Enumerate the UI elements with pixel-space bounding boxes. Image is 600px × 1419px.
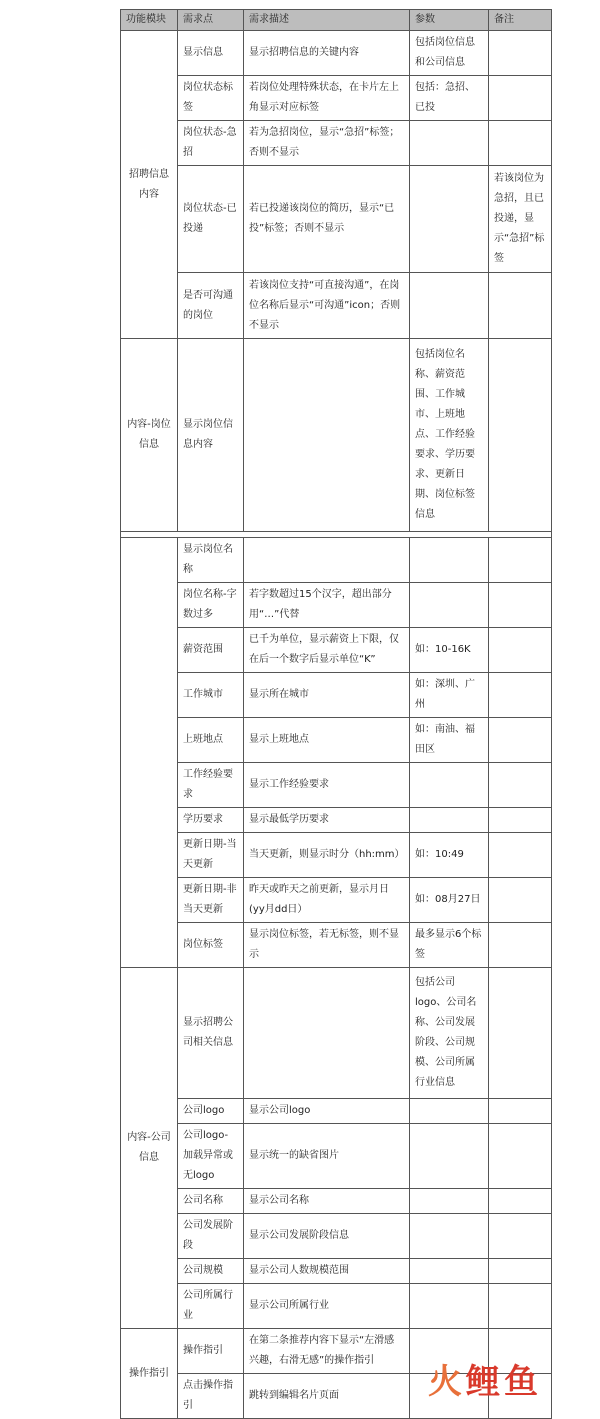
param-cell — [410, 273, 489, 339]
desc-cell: 显示岗位标签，若无标签，则不显示 — [244, 923, 410, 968]
param-cell — [410, 583, 489, 628]
note-cell — [489, 339, 552, 532]
note-cell — [489, 1259, 552, 1284]
desc-cell: 显示统一的缺省图片 — [244, 1124, 410, 1189]
desc-cell: 显示上班地点 — [244, 718, 410, 763]
point-cell: 更新日期-当天更新 — [178, 833, 244, 878]
param-cell — [410, 1214, 489, 1259]
param-cell — [410, 1099, 489, 1124]
note-cell — [489, 923, 552, 968]
table-row — [121, 273, 552, 339]
param-cell: 包括公司logo、公司名称、公司发展阶段、公司规模、公司所属行业信息 — [410, 968, 489, 1099]
point-cell: 岗位状态标签 — [178, 76, 244, 121]
note-cell — [489, 538, 552, 583]
note-cell — [489, 1189, 552, 1214]
table-row — [121, 76, 552, 121]
point-cell: 点击操作指引 — [178, 1374, 244, 1419]
module-cell: 内容-岗位信息 — [121, 339, 178, 532]
param-cell — [410, 1189, 489, 1214]
desc-cell: 显示招聘信息的关键内容 — [244, 31, 410, 76]
table-row — [121, 31, 552, 76]
table-row — [121, 833, 552, 878]
param-cell: 包括岗位信息和公司信息 — [410, 31, 489, 76]
desc-cell: 若为急招岗位，显示“急招”标签；否则不显示 — [244, 121, 410, 166]
desc-cell — [244, 339, 410, 532]
note-cell — [489, 1214, 552, 1259]
param-cell — [410, 808, 489, 833]
param-cell: 如：南油、福田区 — [410, 718, 489, 763]
param-cell: 包括岗位名称、薪资范围、工作城市、上班地点、工作经验要求、学历要求、更新日期、岗位标签信息 — [410, 339, 489, 532]
point-cell: 公司logo-加载异常或无logo — [178, 1124, 244, 1189]
point-cell: 薪资范围 — [178, 628, 244, 673]
module-cell — [121, 538, 178, 968]
module-cell: 内容-公司信息 — [121, 968, 178, 1329]
table-row — [121, 1284, 552, 1329]
table-row — [121, 968, 552, 1099]
point-cell: 上班地点 — [178, 718, 244, 763]
note-cell — [489, 1284, 552, 1329]
watermark-char-3: 鱼 — [504, 1362, 538, 1402]
point-cell: 岗位标签 — [178, 923, 244, 968]
header-desc: 需求描述 — [244, 10, 410, 31]
point-cell: 显示岗位名称 — [178, 538, 244, 583]
header-note: 备注 — [489, 10, 552, 31]
note-cell — [489, 31, 552, 76]
module-cell: 招聘信息内容 — [121, 31, 178, 339]
table-row — [121, 718, 552, 763]
note-cell — [489, 1124, 552, 1189]
note-cell — [489, 878, 552, 923]
point-cell: 显示招聘公司相关信息 — [178, 968, 244, 1099]
note-cell: 若该岗位为急招，且已投递，显示“急招”标签 — [489, 166, 552, 273]
note-cell — [489, 833, 552, 878]
desc-cell: 若已投递该岗位的简历，显示“已投”标签；否则不显示 — [244, 166, 410, 273]
point-cell: 工作城市 — [178, 673, 244, 718]
note-cell — [489, 673, 552, 718]
point-cell: 公司logo — [178, 1099, 244, 1124]
table-row — [121, 808, 552, 833]
requirements-table — [120, 9, 552, 1419]
desc-cell: 昨天或昨天之前更新，显示月日(yy月dd日） — [244, 878, 410, 923]
param-cell — [410, 1259, 489, 1284]
point-cell: 显示岗位信息内容 — [178, 339, 244, 532]
param-cell: 最多显示6个标签 — [410, 923, 489, 968]
desc-cell: 若该岗位支持“可直接沟通”，在岗位名称后显示“可沟通”icon；否则不显示 — [244, 273, 410, 339]
point-cell: 更新日期-非当天更新 — [178, 878, 244, 923]
desc-cell: 已千为单位，显示薪资上下限，仅在后一个数字后显示单位“K” — [244, 628, 410, 673]
note-cell — [489, 273, 552, 339]
table-row — [121, 166, 552, 273]
header-param: 参数 — [410, 10, 489, 31]
point-cell: 显示信息 — [178, 31, 244, 76]
desc-cell: 当天更新，则显示时分（hh:mm） — [244, 833, 410, 878]
note-cell — [489, 76, 552, 121]
point-cell: 公司规模 — [178, 1259, 244, 1284]
desc-cell: 显示公司所属行业 — [244, 1284, 410, 1329]
param-cell — [410, 763, 489, 808]
param-cell: 如：08月27日 — [410, 878, 489, 923]
table-row — [121, 538, 552, 583]
desc-cell: 在第二条推荐内容下显示“左滑感兴趣，右滑无感”的操作指引 — [244, 1329, 410, 1374]
point-cell: 岗位状态-已投递 — [178, 166, 244, 273]
point-cell: 操作指引 — [178, 1329, 244, 1374]
param-cell: 如：深圳、广州 — [410, 673, 489, 718]
header-module: 功能模块 — [121, 10, 178, 31]
point-cell: 公司所属行业 — [178, 1284, 244, 1329]
table-row — [121, 121, 552, 166]
note-cell — [489, 808, 552, 833]
desc-cell: 显示所在城市 — [244, 673, 410, 718]
table-row — [121, 628, 552, 673]
desc-cell: 显示最低学历要求 — [244, 808, 410, 833]
point-cell: 是否可沟通的岗位 — [178, 273, 244, 339]
table-row — [121, 1214, 552, 1259]
watermark-char-1: 火 — [428, 1362, 462, 1402]
note-cell — [489, 583, 552, 628]
desc-cell: 跳转到编辑名片页面 — [244, 1374, 410, 1419]
note-cell — [489, 628, 552, 673]
point-cell: 工作经验要求 — [178, 763, 244, 808]
desc-cell: 显示公司人数规模范围 — [244, 1259, 410, 1284]
note-cell — [489, 763, 552, 808]
param-cell — [410, 1284, 489, 1329]
table-header-row — [121, 10, 552, 31]
desc-cell — [244, 538, 410, 583]
header-point: 需求点 — [178, 10, 244, 31]
table-row — [121, 923, 552, 968]
table-row — [121, 878, 552, 923]
desc-cell: 显示公司名称 — [244, 1189, 410, 1214]
note-cell — [489, 1099, 552, 1124]
watermark-char-2: 鲤 — [466, 1362, 500, 1402]
note-cell — [489, 121, 552, 166]
param-cell — [410, 121, 489, 166]
table-row — [121, 583, 552, 628]
point-cell: 学历要求 — [178, 808, 244, 833]
table-row — [121, 673, 552, 718]
param-cell — [410, 538, 489, 583]
desc-cell: 若字数超过15个汉字，超出部分用“…”代替 — [244, 583, 410, 628]
param-cell: 包括：急招、已投 — [410, 76, 489, 121]
note-cell — [489, 718, 552, 763]
table-row — [121, 1259, 552, 1284]
point-cell: 公司发展阶段 — [178, 1214, 244, 1259]
table-row — [121, 339, 552, 532]
desc-cell: 显示公司发展阶段信息 — [244, 1214, 410, 1259]
watermark-logo — [428, 1362, 538, 1402]
table-row — [121, 763, 552, 808]
param-cell — [410, 166, 489, 273]
table-row — [121, 1124, 552, 1189]
note-cell — [489, 968, 552, 1099]
param-cell — [410, 1124, 489, 1189]
param-cell: 如：10-16K — [410, 628, 489, 673]
module-cell: 操作指引 — [121, 1329, 178, 1419]
table-row — [121, 1099, 552, 1124]
desc-cell — [244, 968, 410, 1099]
desc-cell: 显示工作经验要求 — [244, 763, 410, 808]
point-cell: 岗位名称-字数过多 — [178, 583, 244, 628]
desc-cell: 若岗位处理特殊状态，在卡片左上角显示对应标签 — [244, 76, 410, 121]
point-cell: 公司名称 — [178, 1189, 244, 1214]
point-cell: 岗位状态-急招 — [178, 121, 244, 166]
desc-cell: 显示公司logo — [244, 1099, 410, 1124]
param-cell: 如：10:49 — [410, 833, 489, 878]
table-row — [121, 1189, 552, 1214]
